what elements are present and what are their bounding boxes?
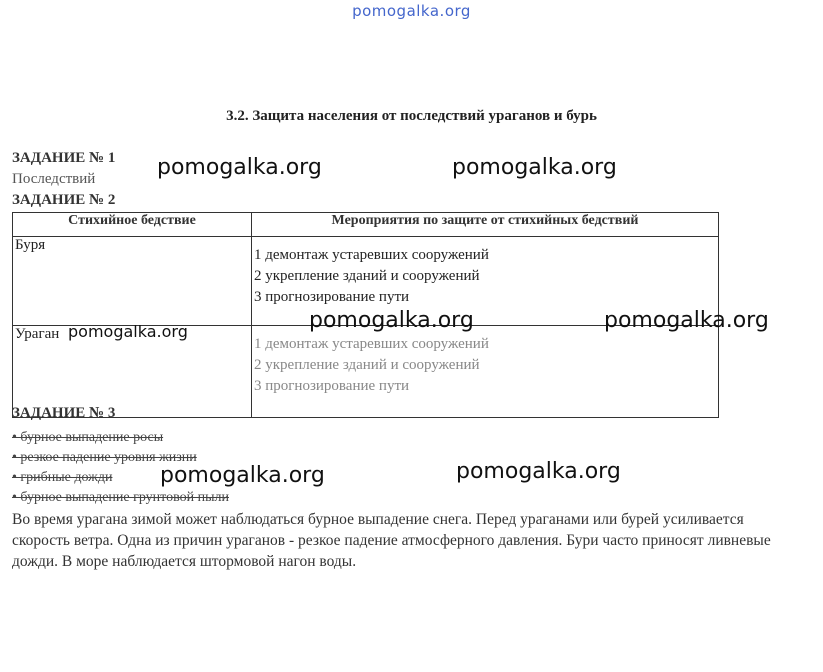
measure-item: 3 прогнозирование пути: [254, 289, 410, 305]
disaster-cell: Ураган: [13, 326, 252, 418]
section-title: 3.2. Защита населения от последствий ураганов и бурь: [226, 108, 597, 124]
watermark-text: pomogalka.org: [604, 308, 769, 333]
list-item: • бурное выпадение грунтовой пыли: [12, 490, 229, 505]
measure-item: 3 прогнозирование пути: [254, 378, 410, 394]
watermark-text: pomogalka.org: [456, 459, 621, 484]
site-header-watermark: pomogalka.org: [352, 2, 471, 20]
task3-paragraph: Во время урагана зимой может наблюдаться бурное выпадение снега. Перед ураганами или бурей усиливается скорость ветра. Одна из причин ураганов - резкое падение атмосферного давления. Бури часто приносят ливневые дожди. В море наблюдается штормовой нагон воды.: [12, 511, 771, 570]
measure-item: 2 укрепление зданий и сооружений: [254, 357, 480, 373]
task1-heading: ЗАДАНИЕ № 1: [12, 150, 116, 166]
watermark-text: pomogalka.org: [68, 322, 188, 341]
task1-answer: Последствий: [12, 171, 96, 187]
watermark-text: pomogalka.org: [309, 308, 474, 333]
watermark-text: pomogalka.org: [160, 463, 325, 488]
column-header-disaster: Стихийное бедствие: [13, 213, 252, 237]
watermark-text: pomogalka.org: [452, 155, 617, 180]
task2-heading: ЗАДАНИЕ № 2: [12, 192, 116, 208]
list-item: • грибные дожди: [12, 470, 113, 485]
measure-item: 1 демонтаж устаревших сооружений: [254, 247, 489, 263]
measure-item: 1 демонтаж устаревших сооружений: [254, 336, 489, 352]
measure-item: 2 укрепление зданий и сооружений: [254, 268, 480, 284]
watermark-text: pomogalka.org: [157, 155, 322, 180]
measures-cell: [252, 326, 719, 418]
list-item: • бурное выпадение росы: [12, 430, 164, 445]
task3-heading: ЗАДАНИЕ № 3: [12, 405, 116, 421]
column-header-measures: Мероприятия по защите от стихийных бедствий: [252, 213, 719, 237]
list-item: • резкое падение уровня жизни: [12, 450, 197, 465]
disaster-cell: Буря: [13, 237, 252, 326]
table-header-row: [13, 213, 719, 237]
